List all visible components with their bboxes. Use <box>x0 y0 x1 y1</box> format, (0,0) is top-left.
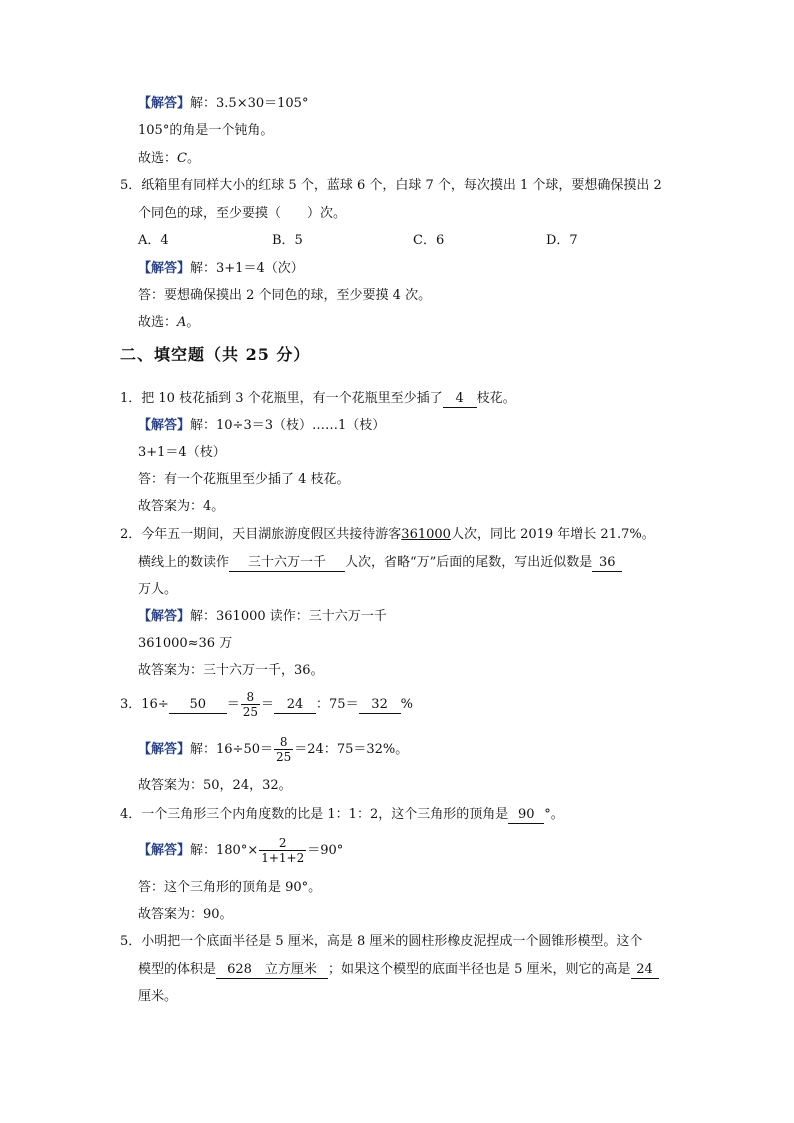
answer-tag: 【解答】 <box>138 742 191 757</box>
fill1-question: 1．把 10 枝花插到 3 个花瓶里，有一个花瓶里至少插了 4 枝花。 <box>120 391 516 406</box>
fill3-final: 故答案为：50，24，32。 <box>138 778 292 793</box>
fill3-fraction: $\frac{8}{25}$ <box>242 690 259 719</box>
fill3-answer-blank-2: 24 <box>274 697 316 714</box>
fill2-question-line3: 万人。 <box>138 582 178 597</box>
fill4-solution: 【解答】解：180°× $\frac{2}{1+1+2}$ ＝90° <box>138 836 344 865</box>
answer-tag: 【解答】 <box>138 96 191 111</box>
section-title: 二、填空题（共 25 分） <box>120 345 311 364</box>
answer-tag: 【解答】 <box>138 261 191 276</box>
fill3-answer-blank-1: 50 <box>169 697 227 714</box>
fill2-answer-blank-1: 三十六万一千 <box>229 555 345 572</box>
fill1-final: 故答案为：4。 <box>138 499 225 514</box>
q5-options <box>0 232 794 250</box>
fill5-question-line2: 模型的体积是 628 立方厘米 ；如果这个模型的底面半径也是 5 厘米，则它的高是 24 <box>138 961 659 979</box>
fill4-final: 故答案为：90。 <box>138 907 233 922</box>
fill2-question-line2: 横线上的数读作 三十六万一千 人次，省略“万”后面的尾数，写出近似数是 36 <box>138 554 622 572</box>
q5-option-a: A．4 <box>138 233 169 248</box>
fill2-question-line1: 2．今年五一期间，天目湖旅游度假区共接待游客361000人次，同比 2019 年增长 21.7%。 <box>120 527 655 542</box>
fill3-answer-blank-3: 32 <box>359 697 401 714</box>
fill5-answer-blank-1: 628 立方厘米 <box>216 962 328 979</box>
fill1-line2: 3+1＝4（枝） <box>138 445 226 460</box>
prev-answer-solution: 【解答】解：3.5×30＝105° <box>138 96 309 111</box>
q5-choice: 故选：A。 <box>138 315 200 330</box>
fill5-question-line3: 厘米。 <box>138 989 178 1004</box>
fill2-underlined-number: 361000 <box>401 527 451 542</box>
answer-tag: 【解答】 <box>138 843 191 858</box>
fill4-answer-blank: 90 <box>508 807 544 824</box>
q5-answer-line: 答：要想确保摸出 2 个同色的球，至少要摸 4 次。 <box>138 288 432 303</box>
fill3-solution-fraction: $\frac{8}{25}$ <box>276 735 292 764</box>
q5-option-c: C．6 <box>413 233 445 248</box>
fill4-solution-fraction: $\frac{2}{1+1+2}$ <box>261 836 305 865</box>
q5-option-b: B．5 <box>272 233 303 248</box>
fill3-solution: 【解答】解：16÷50＝ $\frac{8}{25}$ ＝24：75＝32%。 <box>138 735 409 764</box>
fill4-question: 4．一个三角形三个内角度数的比是 1：1：2，这个三角形的顶角是 90 °。 <box>120 807 564 822</box>
prev-answer-line2: 105°的角是一个钝角。 <box>138 123 274 138</box>
fill2-answer-blank-2: 36 <box>592 555 622 572</box>
answer-tag: 【解答】 <box>138 609 191 624</box>
q5-solution: 【解答】解：3+1＝4（次） <box>138 261 304 276</box>
fill1-solution: 【解答】解：10÷3＝3（枝）……1（枝） <box>138 418 386 433</box>
answer-tag: 【解答】 <box>138 418 191 433</box>
fill1-answer-blank: 4 <box>443 391 477 408</box>
fill3-question: 3．16÷ 50 ＝ $\frac{8}{25}$ ＝ 24 ：75＝ 32 % <box>120 690 413 719</box>
q5-text-line2: 个同色的球，至少要摸（ ）次。 <box>138 206 347 221</box>
fill4-line2: 答：这个三角形的顶角是 90°。 <box>138 880 322 895</box>
q5-text-line1: 5．纸箱里有同样大小的红球 5 个，蓝球 6 个，白球 7 个，每次摸出 1 个球，要想确保摸出 2 <box>120 178 662 193</box>
q5-option-d: D．7 <box>546 233 578 248</box>
fill2-final: 故答案为：三十六万一千，36。 <box>138 663 324 678</box>
fill5-answer-blank-2: 24 <box>631 962 659 979</box>
fill1-line3: 答：有一个花瓶里至少插了 4 枝花。 <box>138 472 350 487</box>
prev-answer-choice: 故选：C。 <box>138 151 200 166</box>
fill5-question-line1: 5．小明把一个底面半径是 5 厘米，高是 8 厘米的圆柱形橡皮泥捏成一个圆锥形模型。这个 <box>120 934 643 949</box>
fill2-line2: 361000≈36 万 <box>138 636 233 651</box>
fill2-solution: 【解答】解：361000 读作：三十六万一千 <box>138 609 387 624</box>
